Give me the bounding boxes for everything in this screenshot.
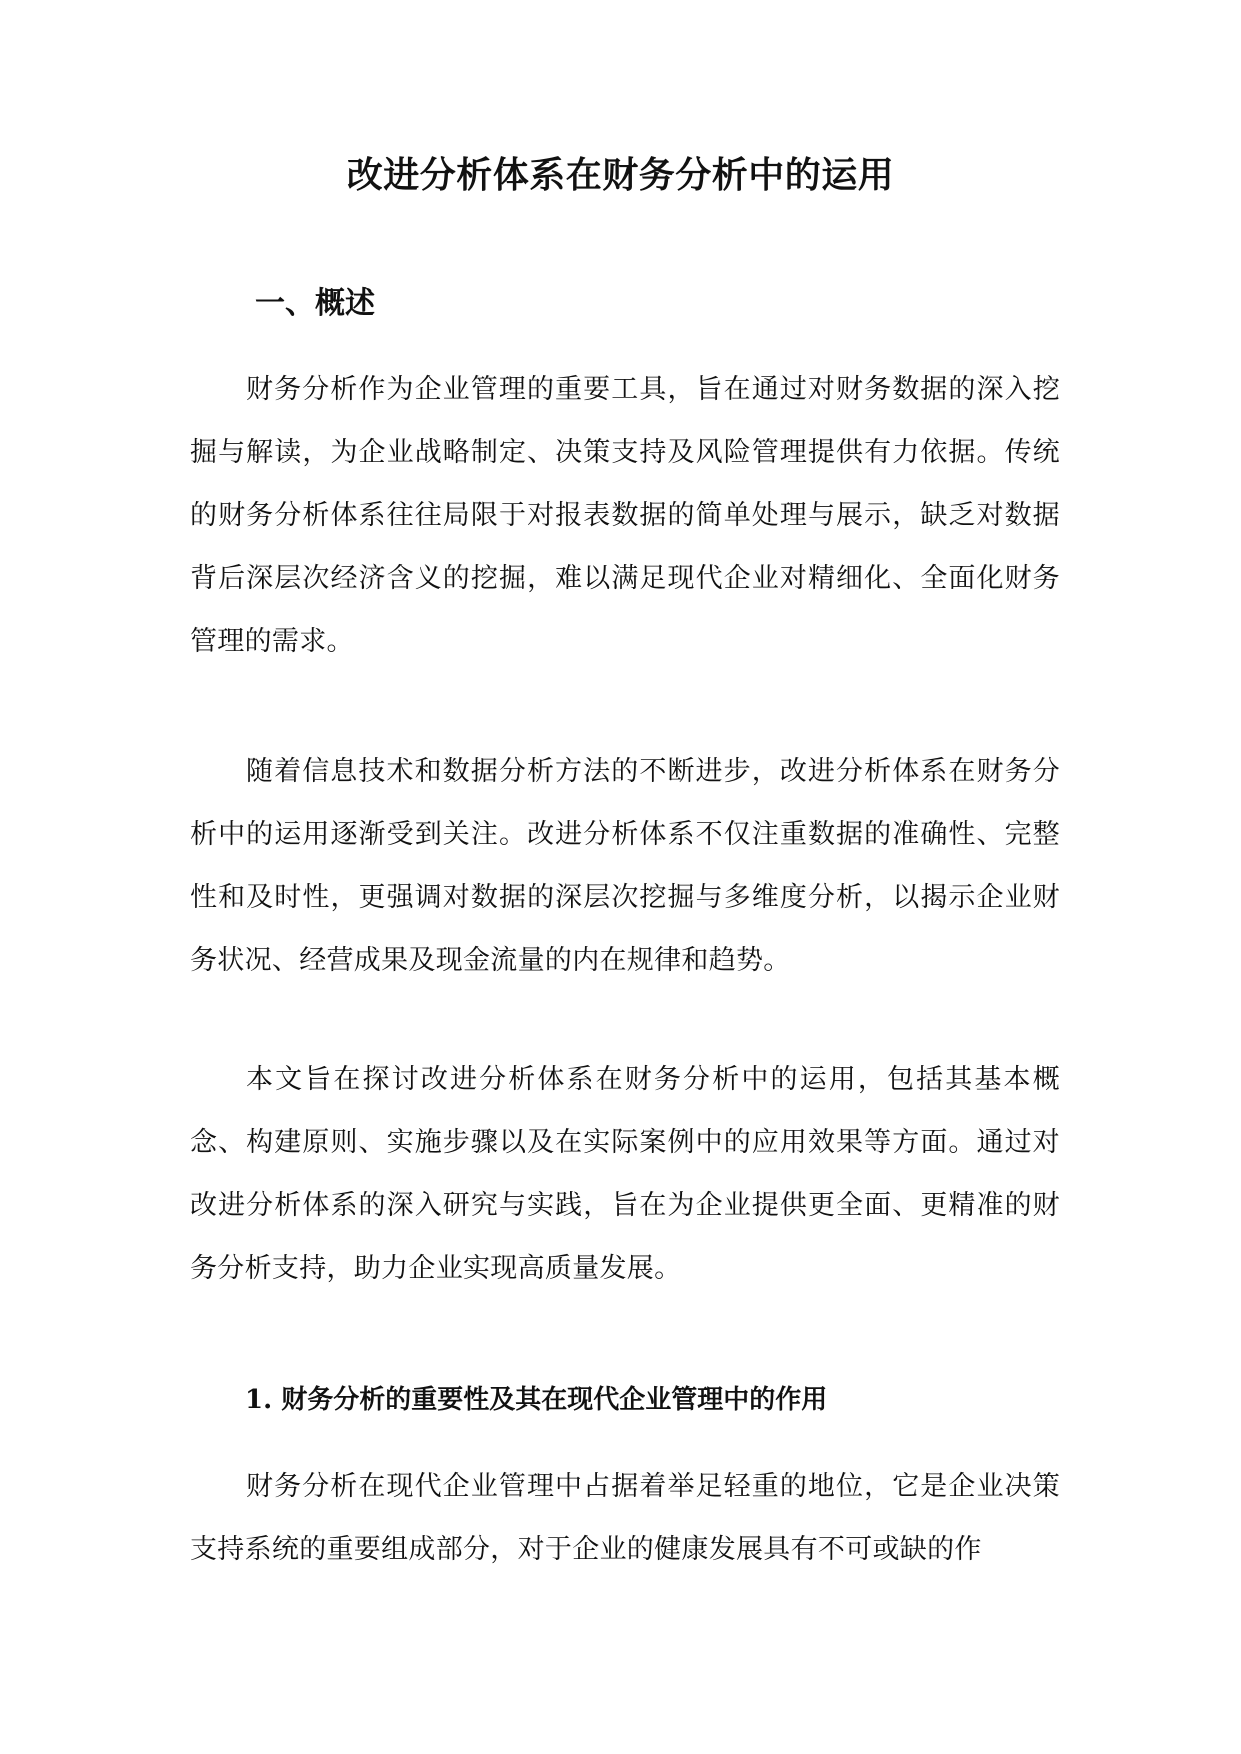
paragraph: 随着信息技术和数据分析方法的不断进步，改进分析体系在财务分析中的运用逐渐受到关注。改进分析体系不仅注重数据的准确性、完整性和及时性，更强调对数据的深层次挖掘与多维度分析，以揭示企业财务状况、经营成果及现金流量的内在规律和趋势。 (190, 756, 1060, 976)
paragraph: 本文旨在探讨改进分析体系在财务分析中的运用，包括其基本概念、构建原则、实施步骤以及在实际案例中的应用效果等方面。通过对改进分析体系的深入研究与实践，旨在为企业提供更全面、更精准的财务分析支持，助力企业实现高质量发展。 (190, 1064, 1060, 1284)
subsection-heading: 1. 财务分析的重要性及其在现代企业管理中的作用 (245, 1385, 828, 1415)
section-heading-overview: 一、概述 (255, 286, 375, 321)
paragraph: 财务分析作为企业管理的重要工具，旨在通过对财务数据的深入挖掘与解读，为企业战略制定、决策支持及风险管理提供有力依据。传统的财务分析体系往往局限于对报表数据的简单处理与展示，缺乏对数据背后深层次经济含义的挖掘，难以满足现代企业对精细化、全面化财务管理的需求。 (190, 374, 1060, 657)
document-title: 改进分析体系在财务分析中的运用 (346, 154, 895, 196)
paragraph: 财务分析在现代企业管理中占据着举足轻重的地位，它是企业决策支持系统的重要组成部分，对于企业的健康发展具有不可或缺的作 (190, 1471, 1060, 1565)
